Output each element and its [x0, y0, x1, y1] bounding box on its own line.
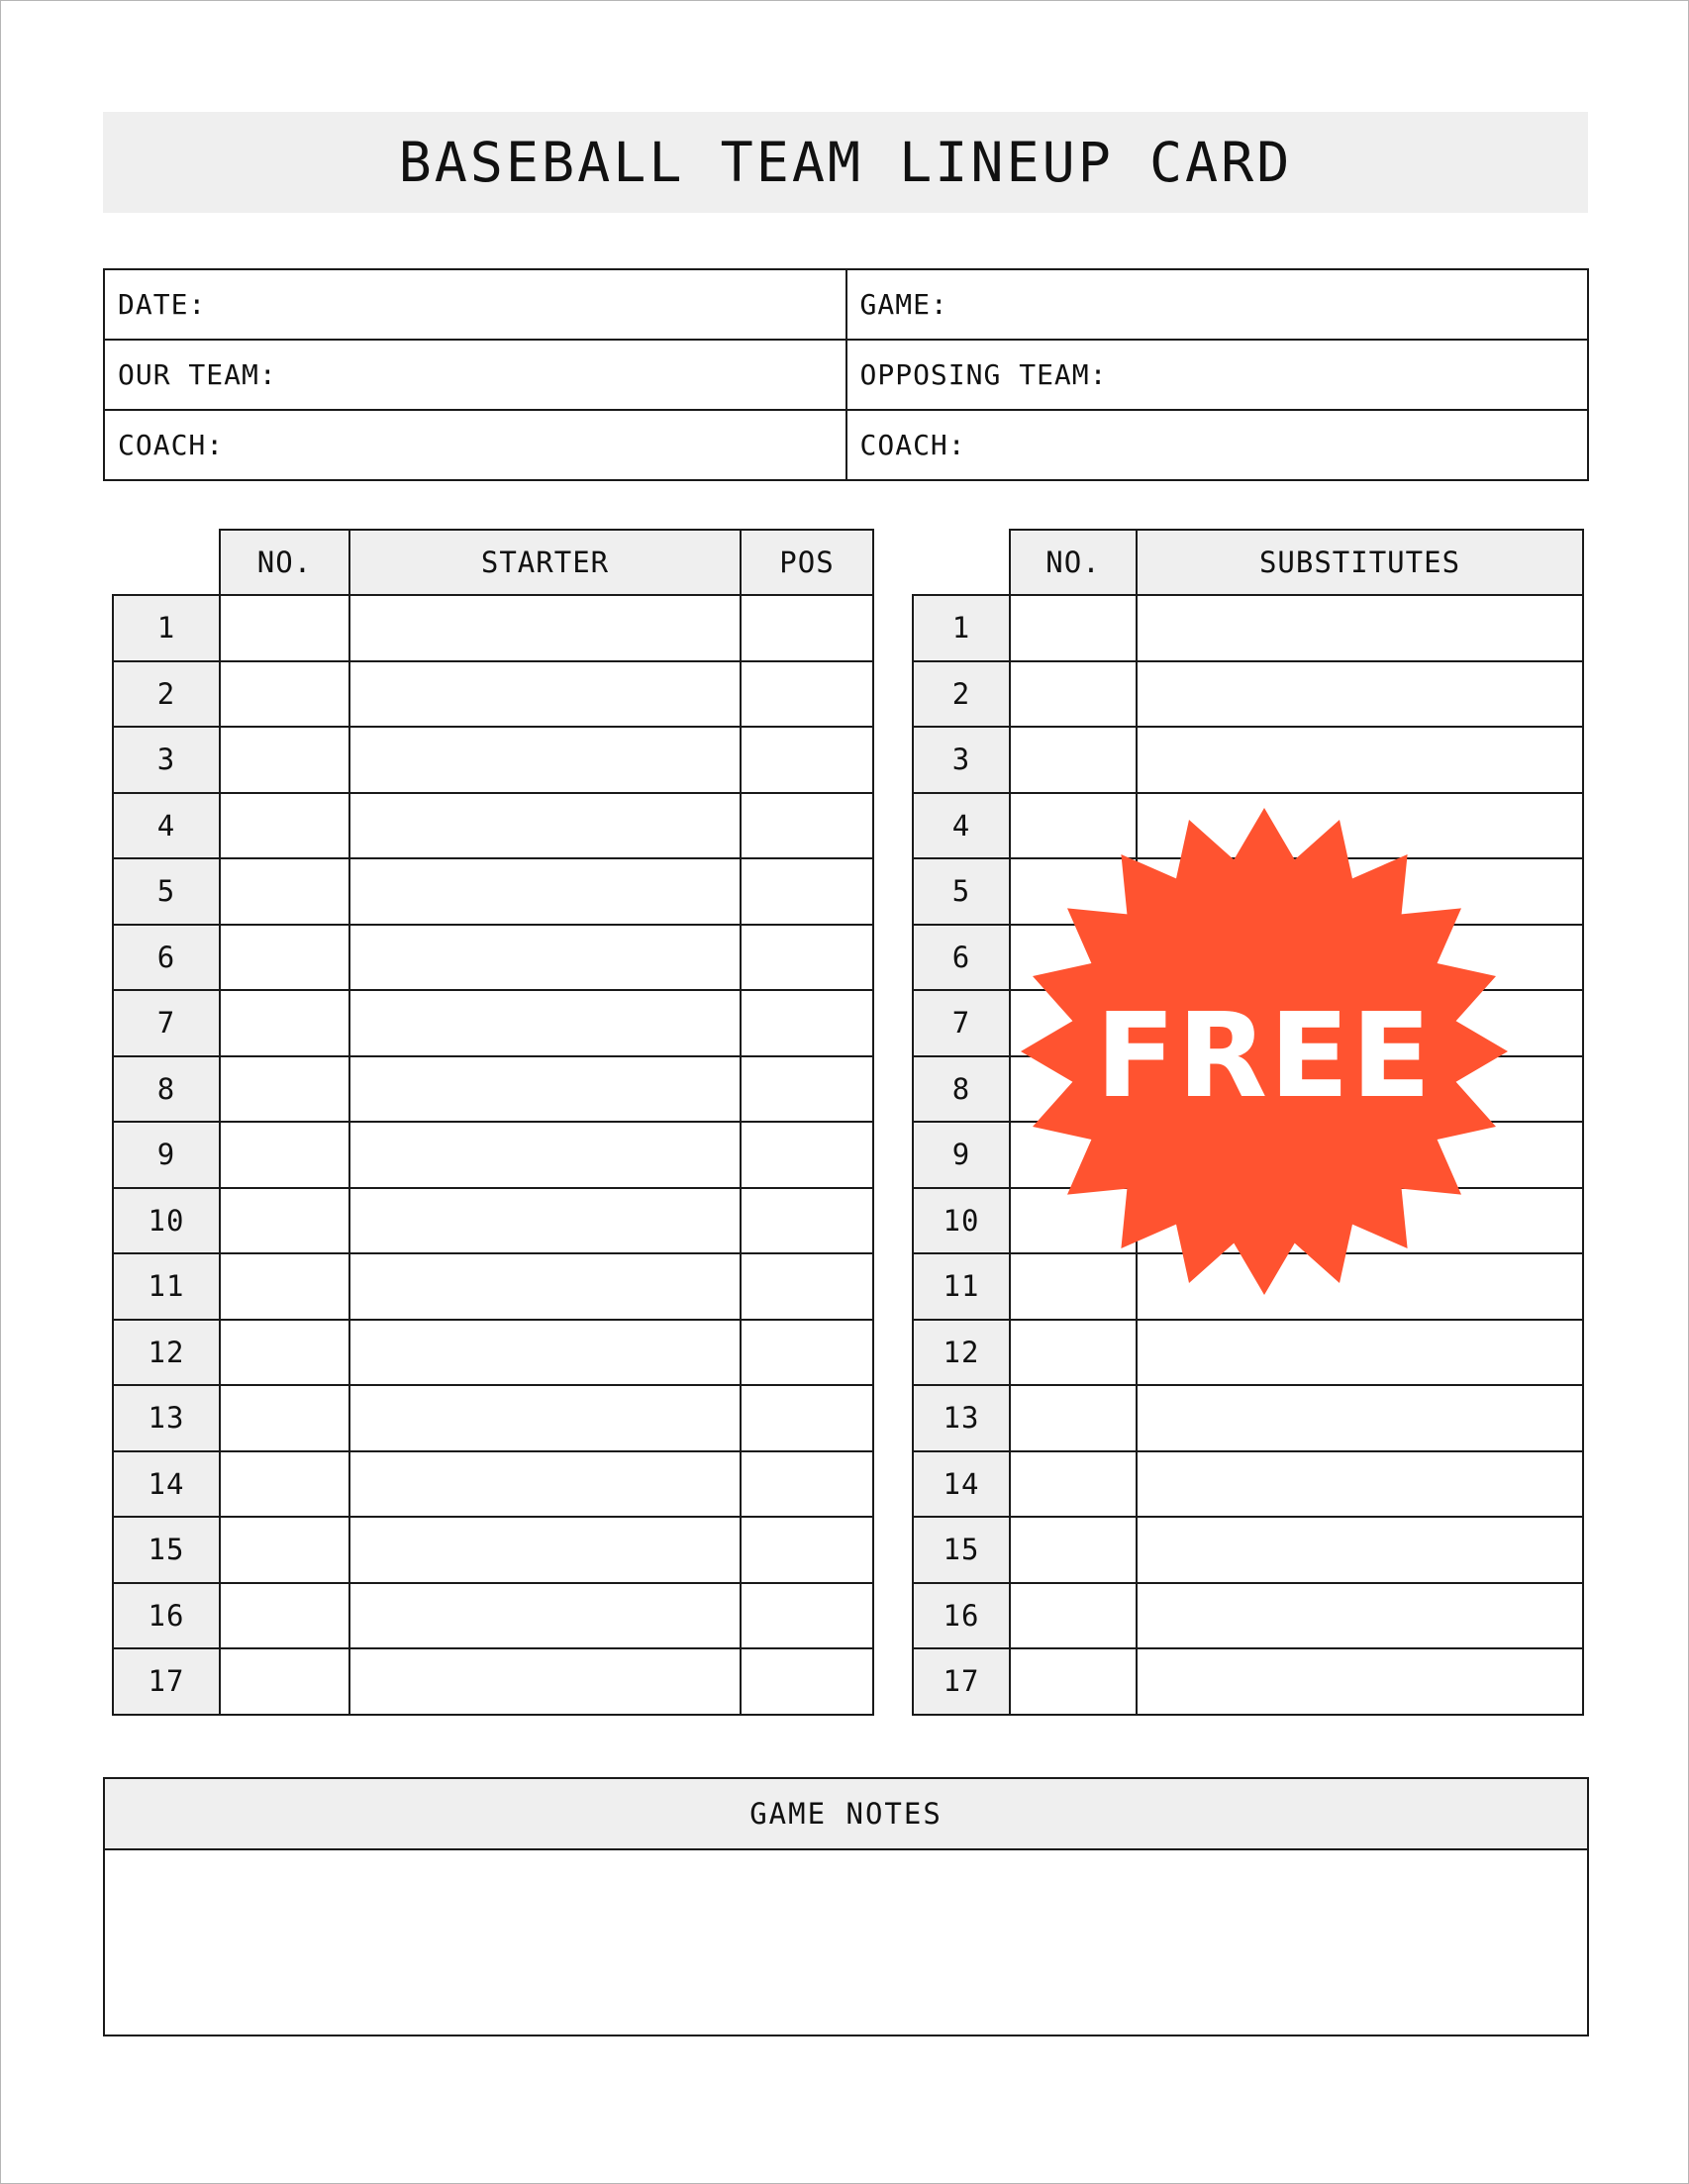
starters-pos-cell[interactable] — [741, 1188, 873, 1254]
starters-no-cell[interactable] — [220, 1583, 349, 1649]
starters-no-cell[interactable] — [220, 1517, 349, 1583]
starters-no-cell[interactable] — [220, 1122, 349, 1188]
substitutes-row-number: 17 — [913, 1648, 1010, 1715]
starters-row-number: 17 — [113, 1648, 220, 1715]
info-row — [104, 340, 1588, 410]
substitutes-row-number: 8 — [913, 1056, 1010, 1123]
starters-name-header: STARTER — [349, 530, 741, 595]
starters-row — [113, 661, 873, 728]
starters-name-cell[interactable] — [349, 1122, 741, 1188]
starters-row — [113, 1320, 873, 1386]
starters-name-cell[interactable] — [349, 1451, 741, 1518]
starters-row — [113, 1451, 873, 1518]
substitutes-name-cell[interactable] — [1137, 1648, 1583, 1715]
starters-no-cell[interactable] — [220, 1385, 349, 1451]
starters-no-cell[interactable] — [220, 1253, 349, 1320]
starters-row — [113, 1056, 873, 1123]
starters-row — [113, 1517, 873, 1583]
starters-name-cell[interactable] — [349, 661, 741, 728]
starters-name-cell[interactable] — [349, 1385, 741, 1451]
header-spacer — [113, 530, 220, 595]
starters-pos-cell[interactable] — [741, 1648, 873, 1715]
starters-name-cell[interactable] — [349, 1188, 741, 1254]
starters-no-header: NO. — [220, 530, 349, 595]
starters-row — [113, 1385, 873, 1451]
starters-row-number: 16 — [113, 1583, 220, 1649]
info-row — [104, 269, 1588, 340]
starters-pos-cell[interactable] — [741, 1517, 873, 1583]
starters-row — [113, 595, 873, 661]
starters-pos-cell[interactable] — [741, 1583, 873, 1649]
substitutes-row — [913, 1385, 1583, 1451]
starters-row — [113, 793, 873, 859]
substitutes-no-cell[interactable] — [1010, 661, 1137, 728]
starters-name-cell[interactable] — [349, 1648, 741, 1715]
starters-header-row — [113, 530, 873, 595]
starters-name-cell[interactable] — [349, 858, 741, 925]
opposing-coach-field[interactable]: COACH: — [846, 410, 1589, 480]
starters-pos-cell[interactable] — [741, 1253, 873, 1320]
substitutes-row — [913, 1451, 1583, 1518]
substitutes-no-cell[interactable] — [1010, 1451, 1137, 1518]
substitutes-row — [913, 1583, 1583, 1649]
our-coach-field[interactable]: COACH: — [104, 410, 846, 480]
starters-row-number: 6 — [113, 925, 220, 991]
substitutes-row-number: 7 — [913, 990, 1010, 1056]
substitutes-name-cell[interactable] — [1137, 595, 1583, 661]
substitutes-row — [913, 1648, 1583, 1715]
starters-row — [113, 990, 873, 1056]
free-badge — [1019, 806, 1510, 1297]
starters-no-cell[interactable] — [220, 858, 349, 925]
starters-pos-cell[interactable] — [741, 1056, 873, 1123]
starters-row-number: 8 — [113, 1056, 220, 1123]
starters-no-cell[interactable] — [220, 925, 349, 991]
starters-no-cell[interactable] — [220, 595, 349, 661]
substitutes-row — [913, 661, 1583, 728]
substitutes-no-cell[interactable] — [1010, 1385, 1137, 1451]
starters-name-cell[interactable] — [349, 990, 741, 1056]
starters-row — [113, 1583, 873, 1649]
starters-row-number: 5 — [113, 858, 220, 925]
substitutes-no-cell[interactable] — [1010, 1517, 1137, 1583]
starters-pos-cell[interactable] — [741, 1122, 873, 1188]
substitutes-name-cell[interactable] — [1137, 1583, 1583, 1649]
substitutes-name-cell[interactable] — [1137, 1517, 1583, 1583]
info-row — [104, 410, 1588, 480]
title-bar — [103, 112, 1588, 213]
starters-pos-cell[interactable] — [741, 661, 873, 728]
starters-row-number: 3 — [113, 727, 220, 793]
notes-body-row — [104, 1849, 1588, 2035]
substitutes-row-number: 2 — [913, 661, 1010, 728]
starters-name-cell[interactable] — [349, 1320, 741, 1386]
substitutes-row-number: 9 — [913, 1122, 1010, 1188]
starters-row-number: 15 — [113, 1517, 220, 1583]
substitutes-row-number: 14 — [913, 1451, 1010, 1518]
substitutes-no-cell[interactable] — [1010, 1320, 1137, 1386]
starters-table — [112, 529, 874, 1716]
substitutes-row-number: 4 — [913, 793, 1010, 859]
starters-row-number: 10 — [113, 1188, 220, 1254]
game-info-table — [103, 268, 1589, 481]
starters-row — [113, 1253, 873, 1320]
starters-row-number: 13 — [113, 1385, 220, 1451]
starters-name-cell[interactable] — [349, 1583, 741, 1649]
starters-row-number: 1 — [113, 595, 220, 661]
starters-name-cell[interactable] — [349, 1253, 741, 1320]
starters-row-number: 14 — [113, 1451, 220, 1518]
opposing-team-field[interactable]: OPPOSING TEAM: — [846, 340, 1589, 410]
starters-no-cell[interactable] — [220, 661, 349, 728]
header-spacer — [913, 530, 1010, 595]
substitutes-name-cell[interactable] — [1137, 727, 1583, 793]
starters-pos-cell[interactable] — [741, 990, 873, 1056]
substitutes-name-cell[interactable] — [1137, 1451, 1583, 1518]
starters-row — [113, 925, 873, 991]
starters-no-cell[interactable] — [220, 793, 349, 859]
starters-no-cell[interactable] — [220, 1320, 349, 1386]
starters-no-cell[interactable] — [220, 1056, 349, 1123]
substitutes-no-cell[interactable] — [1010, 1648, 1137, 1715]
substitutes-name-cell[interactable] — [1137, 661, 1583, 728]
game-notes-table — [103, 1777, 1589, 2036]
substitutes-header-row — [913, 530, 1583, 595]
starters-name-cell[interactable] — [349, 925, 741, 991]
substitutes-name-header: SUBSTITUTES — [1137, 530, 1583, 595]
substitutes-no-cell[interactable] — [1010, 1583, 1137, 1649]
substitutes-row — [913, 595, 1583, 661]
starters-no-cell[interactable] — [220, 727, 349, 793]
starters-row-number: 11 — [113, 1253, 220, 1320]
substitutes-no-header: NO. — [1010, 530, 1137, 595]
substitutes-row-number: 10 — [913, 1188, 1010, 1254]
substitutes-name-cell[interactable] — [1137, 1320, 1583, 1386]
starters-no-cell[interactable] — [220, 1451, 349, 1518]
starters-row-number: 12 — [113, 1320, 220, 1386]
starters-pos-cell[interactable] — [741, 858, 873, 925]
game-field[interactable]: GAME: — [846, 269, 1589, 340]
substitutes-row-number: 15 — [913, 1517, 1010, 1583]
starters-no-cell[interactable] — [220, 1648, 349, 1715]
substitutes-row-number: 1 — [913, 595, 1010, 661]
substitutes-no-cell[interactable] — [1010, 595, 1137, 661]
substitutes-name-cell[interactable] — [1137, 1385, 1583, 1451]
substitutes-row — [913, 727, 1583, 793]
starters-row — [113, 1122, 873, 1188]
substitutes-no-cell[interactable] — [1010, 727, 1137, 793]
substitutes-row-number: 5 — [913, 858, 1010, 925]
substitutes-row-number: 12 — [913, 1320, 1010, 1386]
starters-row — [113, 858, 873, 925]
starters-pos-cell[interactable] — [741, 925, 873, 991]
game-notes-header: GAME NOTES — [104, 1778, 1588, 1849]
starters-name-cell[interactable] — [349, 793, 741, 859]
starters-pos-cell[interactable] — [741, 595, 873, 661]
starters-name-cell[interactable] — [349, 1517, 741, 1583]
starters-pos-cell[interactable] — [741, 727, 873, 793]
page-title: BASEBALL TEAM LINEUP CARD — [398, 131, 1293, 194]
starters-row — [113, 727, 873, 793]
starters-row — [113, 1188, 873, 1254]
starters-name-cell[interactable] — [349, 595, 741, 661]
substitutes-row-number: 16 — [913, 1583, 1010, 1649]
starters-row-number: 7 — [113, 990, 220, 1056]
starters-pos-header: POS — [741, 530, 873, 595]
starters-pos-cell[interactable] — [741, 1320, 873, 1386]
game-notes-area[interactable] — [104, 1849, 1588, 2035]
starters-name-cell[interactable] — [349, 1056, 741, 1123]
starters-pos-cell[interactable] — [741, 793, 873, 859]
starters-pos-cell[interactable] — [741, 1385, 873, 1451]
substitutes-row-number: 13 — [913, 1385, 1010, 1451]
starters-no-cell[interactable] — [220, 990, 349, 1056]
starters-name-cell[interactable] — [349, 727, 741, 793]
substitutes-row-number: 11 — [913, 1253, 1010, 1320]
our-team-field[interactable]: OUR TEAM: — [104, 340, 846, 410]
starters-row-number: 2 — [113, 661, 220, 728]
substitutes-row-number: 6 — [913, 925, 1010, 991]
starters-row-number: 9 — [113, 1122, 220, 1188]
substitutes-row-number: 3 — [913, 727, 1010, 793]
substitutes-row — [913, 1517, 1583, 1583]
date-field[interactable]: DATE: — [104, 269, 846, 340]
substitutes-row — [913, 1320, 1583, 1386]
starters-pos-cell[interactable] — [741, 1451, 873, 1518]
starters-row — [113, 1648, 873, 1715]
free-badge-text: FREE — [1095, 987, 1434, 1124]
starters-no-cell[interactable] — [220, 1188, 349, 1254]
notes-header-row — [104, 1778, 1588, 1849]
starters-row-number: 4 — [113, 793, 220, 859]
